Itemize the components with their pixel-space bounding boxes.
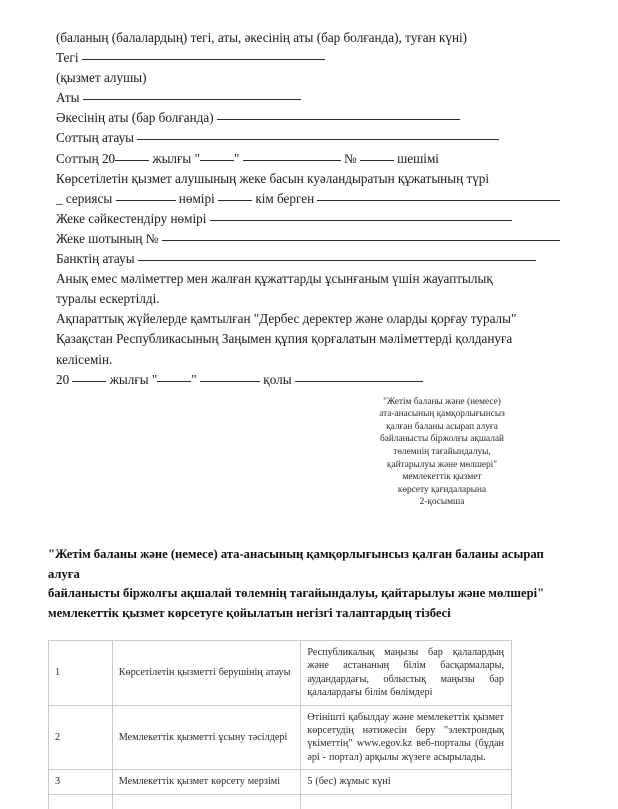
surname-label: Тегі <box>56 50 79 66</box>
row-number-continuation <box>49 794 113 809</box>
patronymic-label: Әкесінің аты (бар болғанда) <box>56 110 214 126</box>
form-id-doc-type-label: Көрсетілетін қызмет алушының жеке басын куәландыратын құжатының түрі <box>56 170 490 186</box>
signature-label: қолы <box>263 371 292 387</box>
row-number: 1 <box>49 641 113 706</box>
sign-year-word-label: жылғы <box>109 371 149 387</box>
sign-quote-close: " <box>191 371 197 387</box>
table-row <box>49 705 512 770</box>
series-prefix-label: _ <box>56 190 63 206</box>
series-label: сериясы <box>65 190 113 206</box>
requirements-heading <box>48 545 570 623</box>
firstname-label: Аты <box>56 90 80 106</box>
sign-year-blank[interactable] <box>72 369 106 382</box>
annex-note-line-3: қалған баланы асырап алуға <box>386 421 498 432</box>
row-value-continuation <box>301 794 512 809</box>
issued-by-label: кім берген <box>255 190 315 206</box>
court-decision-year-label: жылғы <box>152 150 192 166</box>
sign-quote-open: " <box>151 371 158 387</box>
form-signature-line <box>56 370 568 390</box>
row-value: Республикалық маңызы бар қалалардың және астананың білім басқармалары, аудандардағы, облыстық маңызы бар қалалардағы білім бөлімдері <box>301 641 512 706</box>
surname-blank[interactable] <box>82 47 325 60</box>
requirements-table <box>48 640 512 809</box>
heading-line-1: "Жетім баланы және (немесе) ата-анасының қамқорлығынсыз қалған баланы асырап алуға <box>48 547 544 581</box>
row-value: 5 (бес) жұмыс күні <box>301 770 512 794</box>
table-row-continuation <box>49 794 512 809</box>
court-decision-day-blank[interactable] <box>200 148 234 161</box>
row-label: Көрсетілетін қызметті берушінің атауы <box>112 641 301 706</box>
iin-label: Жеке сәйкестендіру нөмірі <box>56 210 207 226</box>
issued-by-blank[interactable] <box>317 188 560 201</box>
signature-blank[interactable] <box>295 369 423 382</box>
row-label: Мемлекеттік қызметті ұсыну тәсілдері <box>112 705 301 770</box>
table-row <box>49 641 512 706</box>
form-field-account <box>56 229 568 249</box>
number-sign-label: № <box>343 150 357 166</box>
form-field-patronymic <box>56 108 568 128</box>
court-decision-prefix-label: Соттың 20 <box>56 150 116 166</box>
firstname-blank[interactable] <box>83 87 301 100</box>
form-consent-line-2: Қазақстан Республикасының Заңымен құпия қорғалатын мәліметтерді қолдануға <box>56 331 513 347</box>
row-label: Мемлекеттік қызмет көрсету мерзімі <box>112 770 301 794</box>
annex-note-line-4: байланысты біржолғы ақшалай <box>379 434 505 445</box>
row-number: 2 <box>49 705 113 770</box>
annex-note-line-2: ата-анасының қамқорлығынсыз <box>379 409 505 420</box>
sign-year-prefix-label: 20 <box>56 371 70 387</box>
row-number: 3 <box>49 770 113 794</box>
form-intro-line: (баланың (балалардың) тегі, аты, әкесінің аты (бар болғанда), туған күні) <box>56 30 468 45</box>
court-name-blank[interactable] <box>137 127 499 140</box>
iin-blank[interactable] <box>210 208 512 221</box>
form-recipient-note: (қызмет алушы) <box>56 70 147 86</box>
annex-note-line-6: қайтарылуы және мөлшері" <box>386 459 498 470</box>
application-form-block <box>56 28 568 390</box>
heading-line-3: мемлекеттік қызмет көрсетуге қойылатын негізгі талаптардың тізбесі <box>48 605 451 620</box>
bank-name-label: Банктің атауы <box>56 251 135 267</box>
annex-note-line-9: 2-қосымша <box>419 497 465 508</box>
form-field-series <box>56 189 568 209</box>
form-consent-line-1: Ақпараттық жүйелерде қамтылған "Дербес деректер және оларды қорғау туралы" <box>56 311 517 327</box>
form-field-iin <box>56 209 568 229</box>
annex-note-line-1: "Жетім баланы және (немесе) <box>383 396 501 407</box>
quote-open: " <box>194 150 200 166</box>
account-blank[interactable] <box>162 228 560 241</box>
patronymic-blank[interactable] <box>217 107 460 120</box>
form-field-firstname <box>56 88 568 108</box>
row-value: Өтінішті қабылдау және мемлекеттік қызмет көрсетудің нәтижесін беру "электрондық үкіметтің" www.egov.kz веб-порталы (бұдан әрі - портал) арқылы жүзеге асырылады. <box>301 705 512 770</box>
series-blank[interactable] <box>116 188 176 201</box>
annex-reference-note <box>318 396 566 509</box>
court-name-label: Соттың атауы <box>56 130 135 146</box>
form-field-bank-name <box>56 249 568 269</box>
sign-month-blank[interactable] <box>200 369 260 382</box>
court-decision-month-blank[interactable] <box>243 148 341 161</box>
form-field-court-decision <box>56 149 568 169</box>
annex-note-line-7: мемлекеттік қызмет <box>402 472 482 483</box>
form-field-court-name <box>56 128 568 148</box>
table-row <box>49 770 512 794</box>
account-label: Жеке шотының № <box>56 230 159 246</box>
row-label-continuation <box>112 794 301 809</box>
court-decision-number-blank[interactable] <box>360 148 394 161</box>
decision-label: шешімі <box>397 150 439 166</box>
annex-note-line-5: төлемнің тағайындалуы, <box>393 447 491 458</box>
form-field-surname <box>56 48 568 68</box>
annex-note-line-8: көрсету қағидаларына <box>397 484 487 495</box>
form-warning-line-1: Анық емес мәліметтер мен жалған құжаттарды ұсынғаным үшін жауаптылық <box>56 271 493 287</box>
heading-line-2: байланысты біржолғы ақшалай төлемнің тағайындалуы, қайтарылуы және мөлшері" <box>48 586 545 601</box>
sign-day-blank[interactable] <box>157 369 191 382</box>
court-decision-year-blank[interactable] <box>115 148 149 161</box>
form-consent-line-3: келісемін. <box>56 351 113 367</box>
doc-number-blank[interactable] <box>218 188 252 201</box>
form-warning-line-2: туралы ескертілді. <box>56 291 160 307</box>
bank-name-blank[interactable] <box>138 248 536 261</box>
doc-number-label: нөмірі <box>178 190 215 206</box>
quote-close: " <box>233 150 240 166</box>
